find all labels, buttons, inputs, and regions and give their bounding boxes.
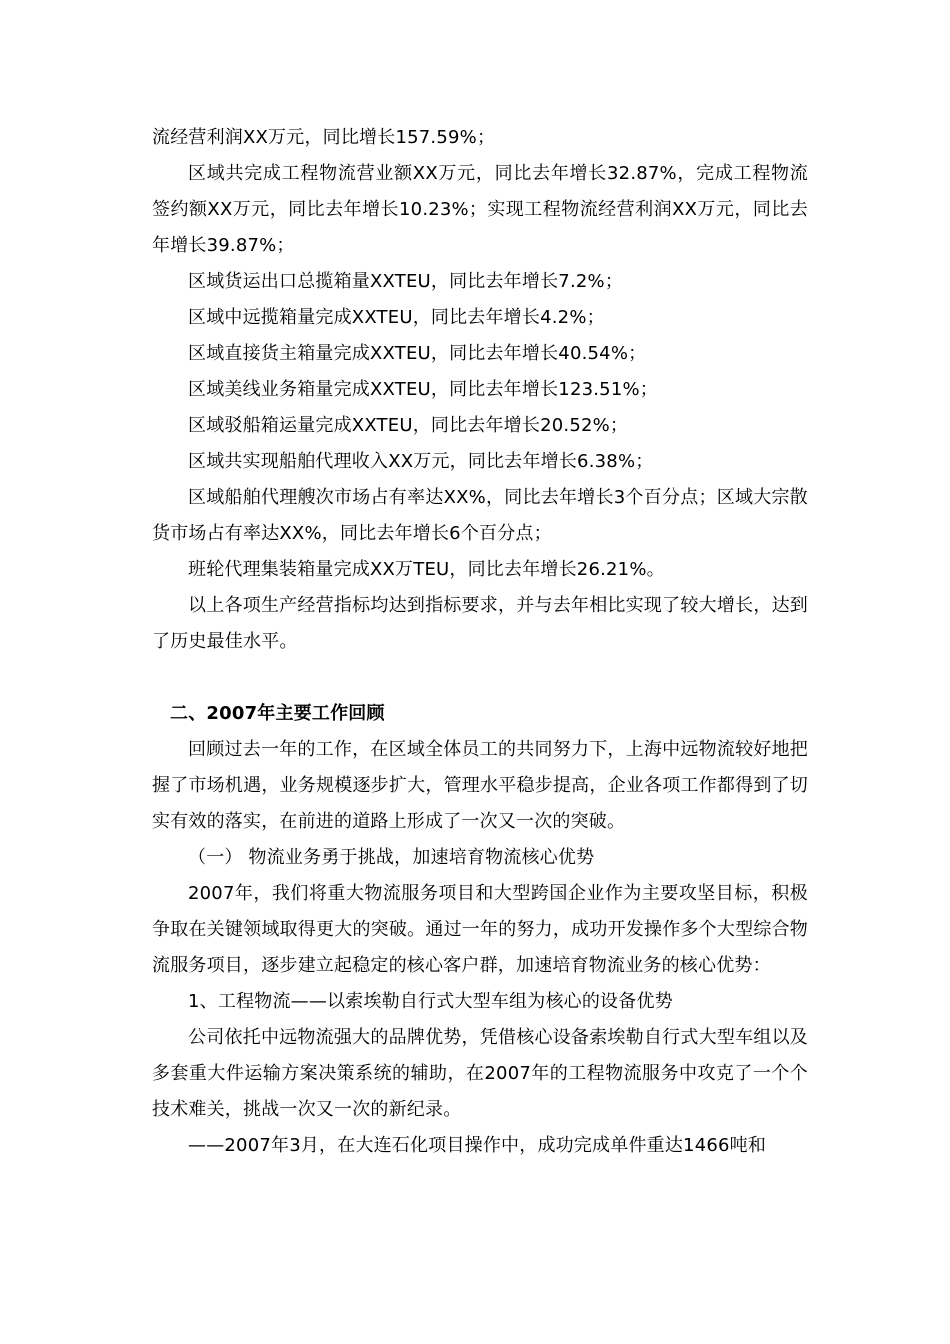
paragraph-barge-volume: 区域驳船箱运量完成XXTEU，同比去年增长20.52%； (188, 415, 629, 436)
paragraph-cosco-volume: 区域中远揽箱量完成XXTEU，同比去年增长4.2%； (188, 307, 605, 328)
document-body (152, 120, 808, 1164)
paragraph-liner-agency-volume: 班轮代理集装箱量完成XX万TEU，同比去年增长26.21%。 (188, 559, 665, 580)
paragraph-export-volume: 区域货运出口总揽箱量XXTEU，同比去年增长7.2%； (188, 271, 624, 292)
paragraph-market-share: 区域船舶代理艘次市场占有率达XX%，同比去年增长3个百分点；区域大宗散货市场占有率达XX%，同比去年增长6个百分点； (152, 487, 808, 544)
paragraph-engineering-logistics: 区域共完成工程物流营业额XX万元，同比去年增长32.87%，完成工程物流签约额XX万元，同比去年增长10.23%；实现工程物流经营利润XX万元，同比去年增长39.87%； (152, 163, 808, 256)
paragraph-logistics-profit: 流经营利润XX万元，同比增长157.59%； (152, 127, 496, 148)
paragraph-review-intro: 回顾过去一年的工作，在区域全体员工的共同努力下，上海中远物流较好地把握了市场机遇，业务规模逐步扩大，管理水平稳步提高，企业各项工作都得到了切实有效的落实，在前进的道路上形成了一次又一次的突破。 (152, 739, 808, 832)
paragraph-direct-shipper-volume: 区域直接货主箱量完成XXTEU，同比去年增长40.54%； (188, 343, 647, 364)
paragraph-2007-targets: 2007年，我们将重大物流服务项目和大型跨国企业作为主要攻坚目标，积极争取在关键领域取得更大的突破。通过一年的努力，成功开发操作多个大型综合物流服务项目，逐步建立起稳定的核心客户群，加速培育物流业务的核心优势： (152, 883, 808, 976)
subsection-heading-logistics: （一） 物流业务勇于挑战，加速培育物流核心优势 (188, 847, 595, 868)
paragraph-ship-agency-revenue: 区域共实现船舶代理收入XX万元，同比去年增长6.38%； (188, 451, 654, 472)
section-heading-2007-review: 二、2007年主要工作回顾 (170, 703, 385, 724)
paragraph-summary: 以上各项生产经营指标均达到指标要求，并与去年相比实现了较大增长，达到了历史最佳水平。 (152, 595, 808, 652)
subsection-heading-engineering: 1、工程物流——以索埃勒自行式大型车组为核心的设备优势 (188, 991, 673, 1012)
paragraph-dalian-project: ——2007年3月，在大连石化项目操作中，成功完成单件重达1466吨和 (188, 1135, 767, 1156)
paragraph-us-line-volume: 区域美线业务箱量完成XXTEU，同比去年增长123.51%； (188, 379, 658, 400)
paragraph-brand-advantage: 公司依托中远物流强大的品牌优势，凭借核心设备索埃勒自行式大型车组以及多套重大件运输方案决策系统的辅助，在2007年的工程物流服务中攻克了一个个技术难关，挑战一次又一次的新纪录。 (152, 1027, 808, 1120)
